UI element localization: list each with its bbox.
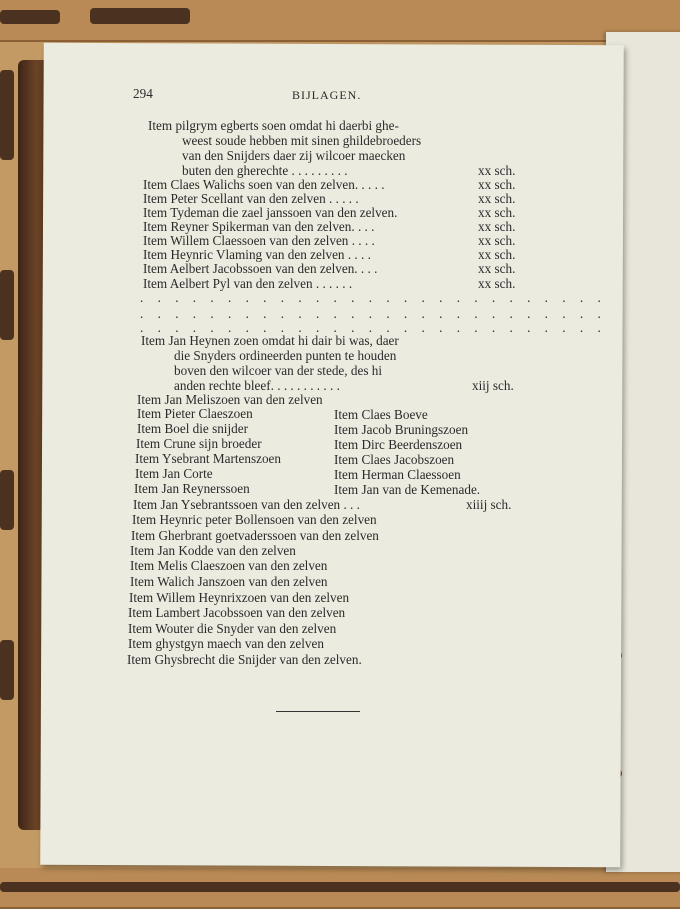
text-line: Item Jan Heynen zoen omdat hi dair bi was, daer: [141, 333, 399, 348]
text-line: Item Jan van de Kemenade.: [334, 482, 481, 497]
text-line: Item Melis Claeszoen van den zelven: [130, 558, 328, 573]
text-line: Item Jacob Bruningszoen: [334, 422, 469, 437]
text-line: Item Jan Corte: [135, 466, 213, 481]
text-line: Item Gherbrant goetvaderssoen van den zelven: [131, 528, 379, 543]
text-line: buten den gherechte . . . . . . . . .: [182, 163, 348, 178]
text-line: van den Snijders daer zij wilcoer maecken: [182, 148, 406, 163]
text-line: Item Willem Claessoen van den zelven . . . .: [143, 233, 375, 248]
ellipsis-row: . . . . . . . . . . . . . . . . . . . . . . . . . . .: [140, 320, 607, 335]
text-line: Item Herman Claessoen: [334, 467, 461, 482]
text-line: die Snyders ordineerden punten te houden: [174, 348, 397, 363]
text-line: Item Wouter die Snyder van den zelven: [128, 621, 337, 636]
rack-hole: [0, 270, 14, 340]
text-line: Item Crune sijn broeder: [136, 436, 262, 451]
text-line: Item Heynric peter Bollensoen van den zelven: [132, 512, 377, 527]
amount: xx sch.: [478, 191, 516, 206]
text-line: weest soude hebben mit sinen ghildebroeders: [182, 133, 422, 148]
rack-hole: [0, 10, 60, 24]
amount: xiiij sch.: [466, 497, 512, 512]
page-number: 294: [133, 86, 153, 101]
text-line: Item Ysebrant Martenszoen: [135, 451, 281, 466]
text-line: Item Jan Meliszoen van den zelven: [137, 392, 323, 407]
text-line: Item Claes Boeve: [334, 407, 428, 422]
closing-rule: [276, 711, 360, 712]
text-line: Item Walich Janszoen van den zelven: [130, 574, 328, 589]
amount: xx sch.: [478, 247, 516, 262]
text-line: Item Dirc Beerdenszoen: [334, 437, 463, 452]
amount: xx sch.: [478, 276, 516, 291]
text-line: Item Willem Heynrixzoen van den zelven: [129, 590, 350, 605]
text-line: Item Reyner Spikerman van den zelven. . . .: [143, 219, 375, 234]
amount: xx sch.: [478, 205, 516, 220]
rack-hole: [0, 640, 14, 700]
text-line: Item Jan Reynerssoen: [134, 481, 250, 496]
text-line: Item Aelbert Pyl van den zelven . . . . . .: [143, 276, 353, 291]
text-line: Item pilgrym egberts soen omdat hi daerbi ghe-: [148, 118, 399, 133]
text-line: Item Claes Walichs soen van den zelven. . . . .: [143, 177, 385, 192]
ellipsis-row: . . . . . . . . . . . . . . . . . . . . . . . . . . .: [140, 290, 607, 305]
rack-hole: [0, 470, 14, 530]
text-line: Item Pieter Claeszoen: [137, 406, 253, 421]
rack-hole: [90, 8, 190, 24]
amount: xx sch.: [478, 163, 516, 178]
text-line: Item Claes Jacobszoen: [334, 452, 455, 467]
text-line: Item Lambert Jacobssoen van den zelven: [128, 605, 346, 620]
amount: xiij sch.: [472, 378, 514, 393]
rack-hole: [0, 70, 14, 160]
text-line: anden rechte bleef. . . . . . . . . . .: [174, 378, 340, 393]
text-line: Item Peter Scellant van den zelven . . . . .: [143, 191, 359, 206]
text-line: Item Jan Kodde van den zelven: [130, 543, 296, 558]
text-line: Item Boel die snijder: [137, 421, 248, 436]
rack-hole: [0, 882, 680, 892]
text-line: Item Jan Ysebrantssoen van den zelven . . .: [133, 497, 360, 512]
amount: xx sch.: [478, 261, 516, 276]
text-line: Item Ghysbrecht die Snijder van den zelven.: [127, 652, 362, 667]
amount: xx sch.: [478, 233, 516, 248]
text-line: Item Tydeman die zael janssoen van den zelven.: [143, 205, 398, 220]
amount: xx sch.: [478, 177, 516, 192]
ellipsis-row: . . . . . . . . . . . . . . . . . . . . . . . . . . .: [140, 306, 607, 321]
text-line: Item ghystgyn maech van den zelven: [128, 636, 324, 651]
text-line: boven den wilcoer van der stede, des hi: [174, 363, 382, 378]
running-title: BIJLAGEN.: [292, 88, 362, 102]
text-line: Item Heynric Vlaming van den zelven . . . .: [143, 247, 371, 262]
text-line: Item Aelbert Jacobssoen van den zelven. . . .: [143, 261, 378, 276]
amount: xx sch.: [478, 219, 516, 234]
